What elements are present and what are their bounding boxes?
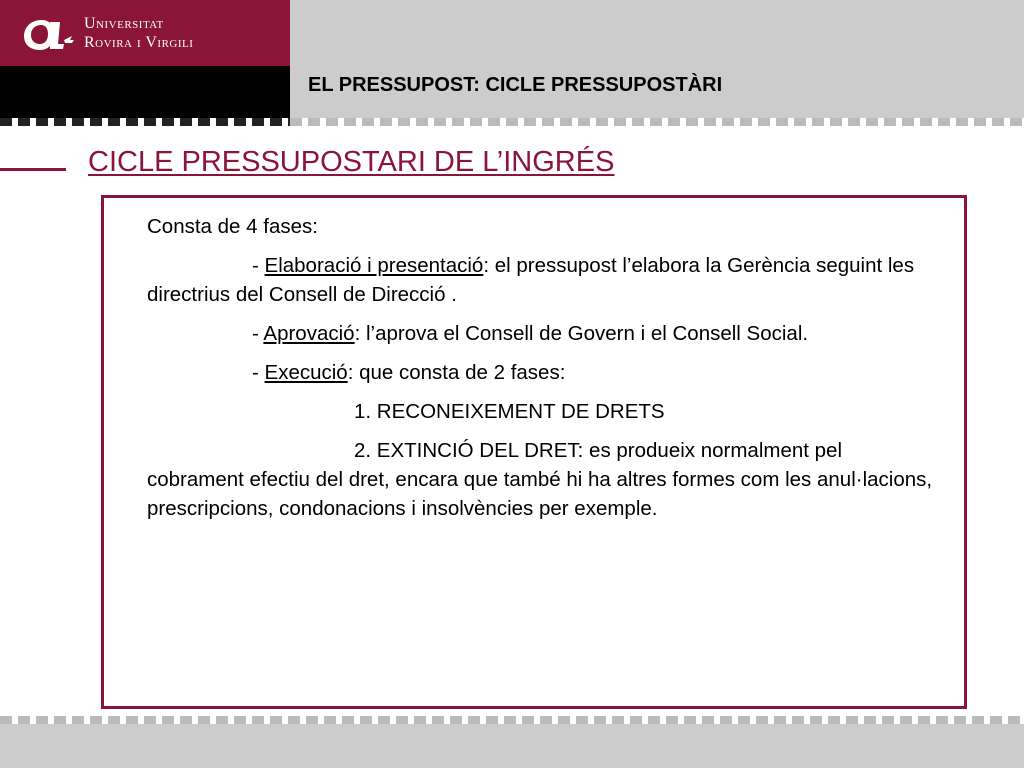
slide-header-title: EL PRESSUPOST: CICLE PRESSUPOSTÀRI	[308, 74, 723, 96]
phase-item-elaboracio	[147, 251, 937, 309]
university-name-line1: Universitat	[84, 15, 164, 32]
university-name-line2: Rovira i Virgili	[84, 34, 194, 51]
header-dashed-stripe-right	[290, 118, 1024, 126]
section-heading: CICLE PRESSUPOSTARI DE L’INGRÉS	[88, 146, 615, 178]
subphase-extincio: 2. EXTINCIÓ DEL DRET: es produeix normalment pel cobrament efectiu del dret, encara que també hi ha altres formes com les anul·lacions, prescripcions, condonacions i insolvències per exemple.	[147, 439, 933, 520]
phase-desc-elaboracio: : el pressupost l’elabora la Gerència seguint les directrius del Consell de Direcció .	[147, 254, 915, 306]
phase-dash: -	[252, 322, 264, 345]
phase-item-aprovacio	[147, 319, 937, 348]
phase-dash: -	[252, 254, 265, 277]
heading-accent-line	[0, 168, 66, 171]
content-text	[147, 212, 937, 533]
intro-paragraph: Consta de 4 fases:	[147, 215, 318, 238]
footer-dashed-stripe	[0, 716, 1024, 724]
urv-logo-icon	[20, 14, 76, 54]
phase-dash: -	[252, 361, 265, 384]
subphase-reconeixement: 1. RECONEIXEMENT DE DRETS	[354, 400, 665, 423]
phase-desc-aprovacio: : l’aprova el Consell de Govern i el Consell Social.	[354, 322, 809, 345]
phase-term-execucio: Execució	[264, 361, 348, 384]
phase-item-execucio	[147, 358, 937, 387]
header-grey-band	[290, 0, 1024, 118]
header-dashed-stripe	[0, 118, 1024, 126]
phase-term-aprovacio: Aprovació	[263, 322, 355, 345]
logo-block	[0, 0, 290, 66]
header-black-block	[0, 66, 290, 118]
footer-grey-band	[0, 724, 1024, 768]
university-name	[84, 14, 193, 52]
phase-desc-execucio: : que consta de 2 fases:	[347, 361, 566, 384]
phase-term-elaboracio: Elaboració i presentació	[264, 254, 484, 277]
